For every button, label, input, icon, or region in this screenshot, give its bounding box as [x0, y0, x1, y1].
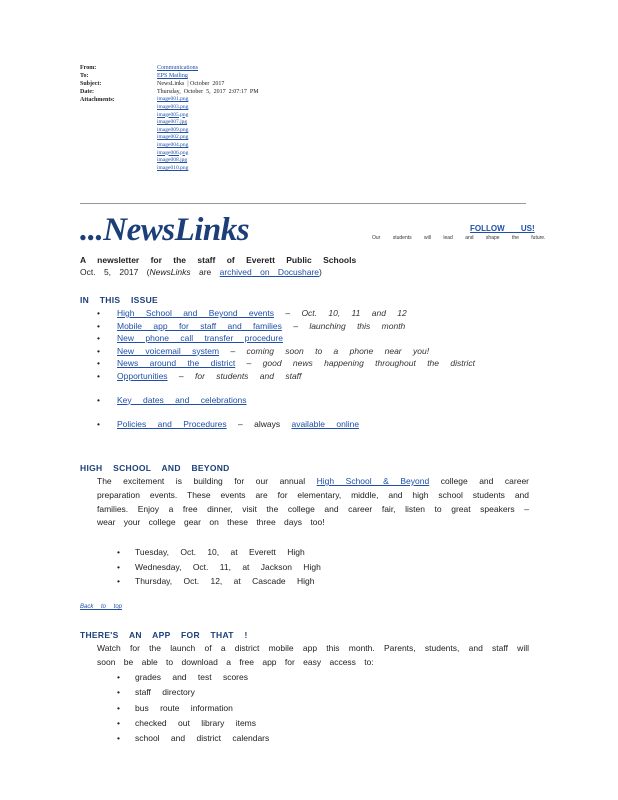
- attachment-link[interactable]: image009.png: [157, 126, 189, 133]
- list-item: [97, 358, 475, 368]
- toc-dash: –: [219, 345, 247, 356]
- toc-heading: IN THIS ISSUE: [80, 295, 158, 305]
- toc-note: launching this month: [309, 320, 406, 331]
- app-features-list: [117, 670, 269, 746]
- date-label: Date:: [80, 89, 94, 96]
- list-item: • checked out library items: [117, 716, 269, 731]
- hsb-paragraph: [97, 475, 529, 530]
- subject-label: Subject:: [80, 81, 102, 88]
- attachments-label: Attachments:: [80, 97, 115, 104]
- list-item: [97, 321, 475, 331]
- list-item: • staff directory: [117, 685, 269, 700]
- issue-date: Oct. 5, 2017 (: [80, 267, 150, 277]
- toc-note: good news happening throughout the district: [262, 358, 475, 368]
- list-item: [97, 333, 475, 343]
- list-item: • grades and test scores: [117, 670, 269, 685]
- toc-link[interactable]: News around the district: [117, 358, 236, 368]
- policies-online-link[interactable]: available online: [291, 418, 360, 429]
- attachment-link[interactable]: image002.png: [157, 134, 189, 141]
- toc-dash: –: [167, 370, 196, 381]
- list-item: • Thursday, Oct. 12, at Cascade High: [117, 574, 321, 589]
- date-value: Thursday, October 5, 2017 2:07:17 PM: [157, 89, 259, 96]
- hsb-text-pre: The excitement is building for our annual: [97, 476, 317, 486]
- email-header: [80, 64, 259, 172]
- back-to-top-link[interactable]: Back to top: [80, 604, 123, 610]
- attachment-list: [157, 96, 188, 172]
- list-item: [97, 346, 475, 356]
- archive-link[interactable]: archived on Docushare: [219, 267, 320, 277]
- list-item: • Tuesday, Oct. 10, at Everett High: [117, 545, 321, 560]
- toc-dash: –: [273, 308, 302, 318]
- divider: [80, 203, 526, 204]
- list-item: [97, 419, 475, 429]
- attachment-link[interactable]: image004.png: [157, 141, 189, 148]
- toc-link[interactable]: Mobile app for staff and families: [117, 320, 282, 331]
- issue-date-line: [80, 267, 322, 277]
- hsb-text-post: college and career preparation events. These events are for elementary, middle, and high school students and families. Enjoy a free dinner, visit the college and career fair, listen to great speakers – wear your college gear on these three days too!: [97, 476, 530, 528]
- date-connector: are: [190, 267, 220, 277]
- toc-link[interactable]: Opportunities: [117, 370, 168, 381]
- date-close: ): [319, 267, 322, 277]
- app-paragraph: Watch for the launch of a district mobile app this month. Parents, students, and staff will soon be able to download a free app for easy access to:: [97, 643, 529, 667]
- toc-dash: –: [281, 320, 310, 331]
- toc-link[interactable]: New voicemail system: [117, 345, 220, 356]
- hsb-heading: HIGH SCHOOL AND BEYOND: [80, 463, 230, 473]
- list-item: [97, 308, 475, 318]
- toc-link[interactable]: New phone call transfer procedure: [117, 333, 283, 343]
- attachment-link[interactable]: image001.png: [157, 96, 189, 103]
- list-item: • bus route information: [117, 701, 269, 716]
- subject-value: NewsLinks | October 2017: [157, 81, 225, 88]
- newsletter-subtitle: A newsletter for the staff of Everett Public Schools: [80, 255, 357, 265]
- attachment-link[interactable]: image010.png: [157, 164, 189, 171]
- hsb-events-list: [117, 545, 321, 589]
- toc-link[interactable]: Key dates and celebrations: [117, 394, 247, 405]
- attachment-link[interactable]: image005.png: [157, 111, 189, 118]
- follow-us-link[interactable]: FOLLOW US!: [470, 224, 535, 233]
- app-heading: THERE'S AN APP FOR THAT !: [80, 630, 248, 640]
- list-item: • school and district calendars: [117, 731, 269, 746]
- newsletter-logo: ...NewsLinks: [80, 212, 250, 248]
- toc-note: Oct. 10, 11 and 12: [301, 308, 407, 318]
- toc-link[interactable]: High School and Beyond events: [117, 308, 274, 318]
- attachment-link[interactable]: image003.png: [157, 103, 189, 110]
- to-link[interactable]: EPS Mailing: [157, 73, 188, 80]
- tagline: Our students will lead and shape the future.: [372, 235, 546, 241]
- toc-dash: – always: [226, 418, 292, 429]
- attachment-link[interactable]: image008.jpg: [157, 157, 188, 164]
- toc-dash: –: [235, 358, 263, 368]
- toc-note: coming soon to a phone near you!: [246, 345, 430, 356]
- attachment-link[interactable]: image006.png: [157, 149, 189, 156]
- attachment-link[interactable]: image007.jpg: [157, 119, 188, 126]
- hsb-link[interactable]: High School & Beyond: [316, 476, 430, 486]
- toc-list: [97, 308, 475, 429]
- from-link[interactable]: Communications: [157, 65, 198, 71]
- to-label: To:: [80, 73, 89, 80]
- toc-link[interactable]: Policies and Procedures: [117, 418, 227, 429]
- list-item: [97, 371, 475, 381]
- toc-note: for students and staff: [195, 370, 302, 381]
- newslinks-name: NewsLinks: [149, 267, 191, 277]
- list-item: • Wednesday, Oct. 11, at Jackson High: [117, 560, 321, 575]
- from-label: From:: [80, 65, 97, 71]
- list-item: [97, 395, 475, 405]
